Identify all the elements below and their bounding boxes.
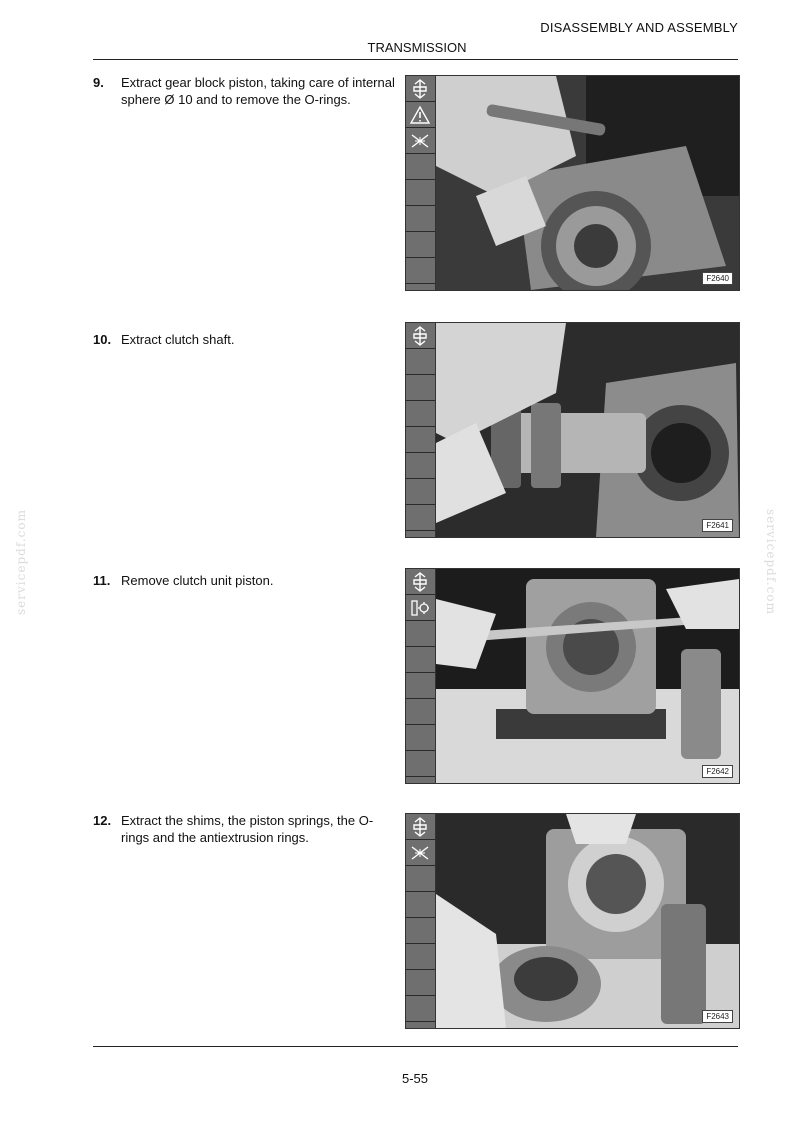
step-text: Extract clutch shaft. [121,332,235,347]
blank-icon-cell [406,180,435,206]
figure-code: F2640 [702,272,733,285]
icon-sidebar [406,76,436,290]
assembly-tool-icon [406,323,435,349]
blank-icon-cell [406,725,435,751]
figure-code: F2643 [702,1010,733,1023]
footer-rule [93,1046,738,1047]
blank-icon-cell [406,401,435,427]
step-text: Extract gear block piston, taking care of internal sphere Ø 10 and to remove the O-rings. [121,75,395,107]
page-number-text: 5-55 [401,1071,429,1086]
blank-icon-cell [406,699,435,725]
icon-sidebar [406,569,436,783]
blank-icon-cell [406,206,435,232]
page-number [0,1071,794,1086]
blank-icon-cell [406,918,435,944]
step-11 [93,572,398,589]
blank-icon-cell [406,892,435,918]
step-text: Extract the shims, the piston springs, the O-rings and the antiextrusion rings. [121,813,374,845]
figure-step-9 [405,75,740,291]
step-12 [93,812,398,846]
step-9 [93,74,398,108]
blank-icon-cell [406,944,435,970]
section-title: DISASSEMBLY AND ASSEMBLY [540,20,738,35]
blank-icon-cell [406,375,435,401]
blank-icon-cell [406,427,435,453]
blank-icon-cell [406,154,435,180]
blank-icon-cell [406,349,435,375]
icon-sidebar [406,323,436,537]
assembly-tool-icon [406,76,435,102]
blank-icon-cell [406,866,435,892]
blank-icon-cell [406,673,435,699]
blank-icon-cell [406,621,435,647]
figure-step-11 [405,568,740,784]
assembly-tool-icon [406,814,435,840]
blank-icon-cell [406,647,435,673]
blank-icon-cell [406,232,435,258]
watermark-left: servicepdf.com [13,509,28,615]
photo-gear-block-piston [436,76,739,290]
step-number: 12. [93,813,112,828]
blank-icon-cell [406,479,435,505]
assembly-tool-icon [406,569,435,595]
figure-step-10 [405,322,740,538]
blank-icon-cell [406,258,435,284]
icon-sidebar [406,814,436,1028]
step-number: 11. [93,573,111,588]
crossed-out-icon [406,840,435,866]
photo-shims-and-springs [436,814,739,1028]
watermark-right: servicepdf.com [764,509,779,615]
blank-icon-cell [406,996,435,1022]
step-number: 9. [93,75,104,90]
figure-step-12 [405,813,740,1029]
chapter-title-text: TRANSMISSION [367,40,467,55]
blank-icon-cell [406,970,435,996]
figure-code: F2641 [702,519,733,532]
header-rule [93,59,738,60]
blank-icon-cell [406,453,435,479]
adjust-icon [406,595,435,621]
photo-clutch-unit-piston [436,569,739,783]
step-number: 10. [93,332,112,347]
warning-triangle-icon [406,102,435,128]
photo-clutch-shaft [436,323,739,537]
step-text: Remove clutch unit piston. [121,573,274,588]
blank-icon-cell [406,505,435,531]
blank-icon-cell [406,751,435,777]
step-10 [93,331,398,348]
chapter-title [0,40,794,55]
figure-code: F2642 [702,765,733,778]
crossed-out-icon [406,128,435,154]
